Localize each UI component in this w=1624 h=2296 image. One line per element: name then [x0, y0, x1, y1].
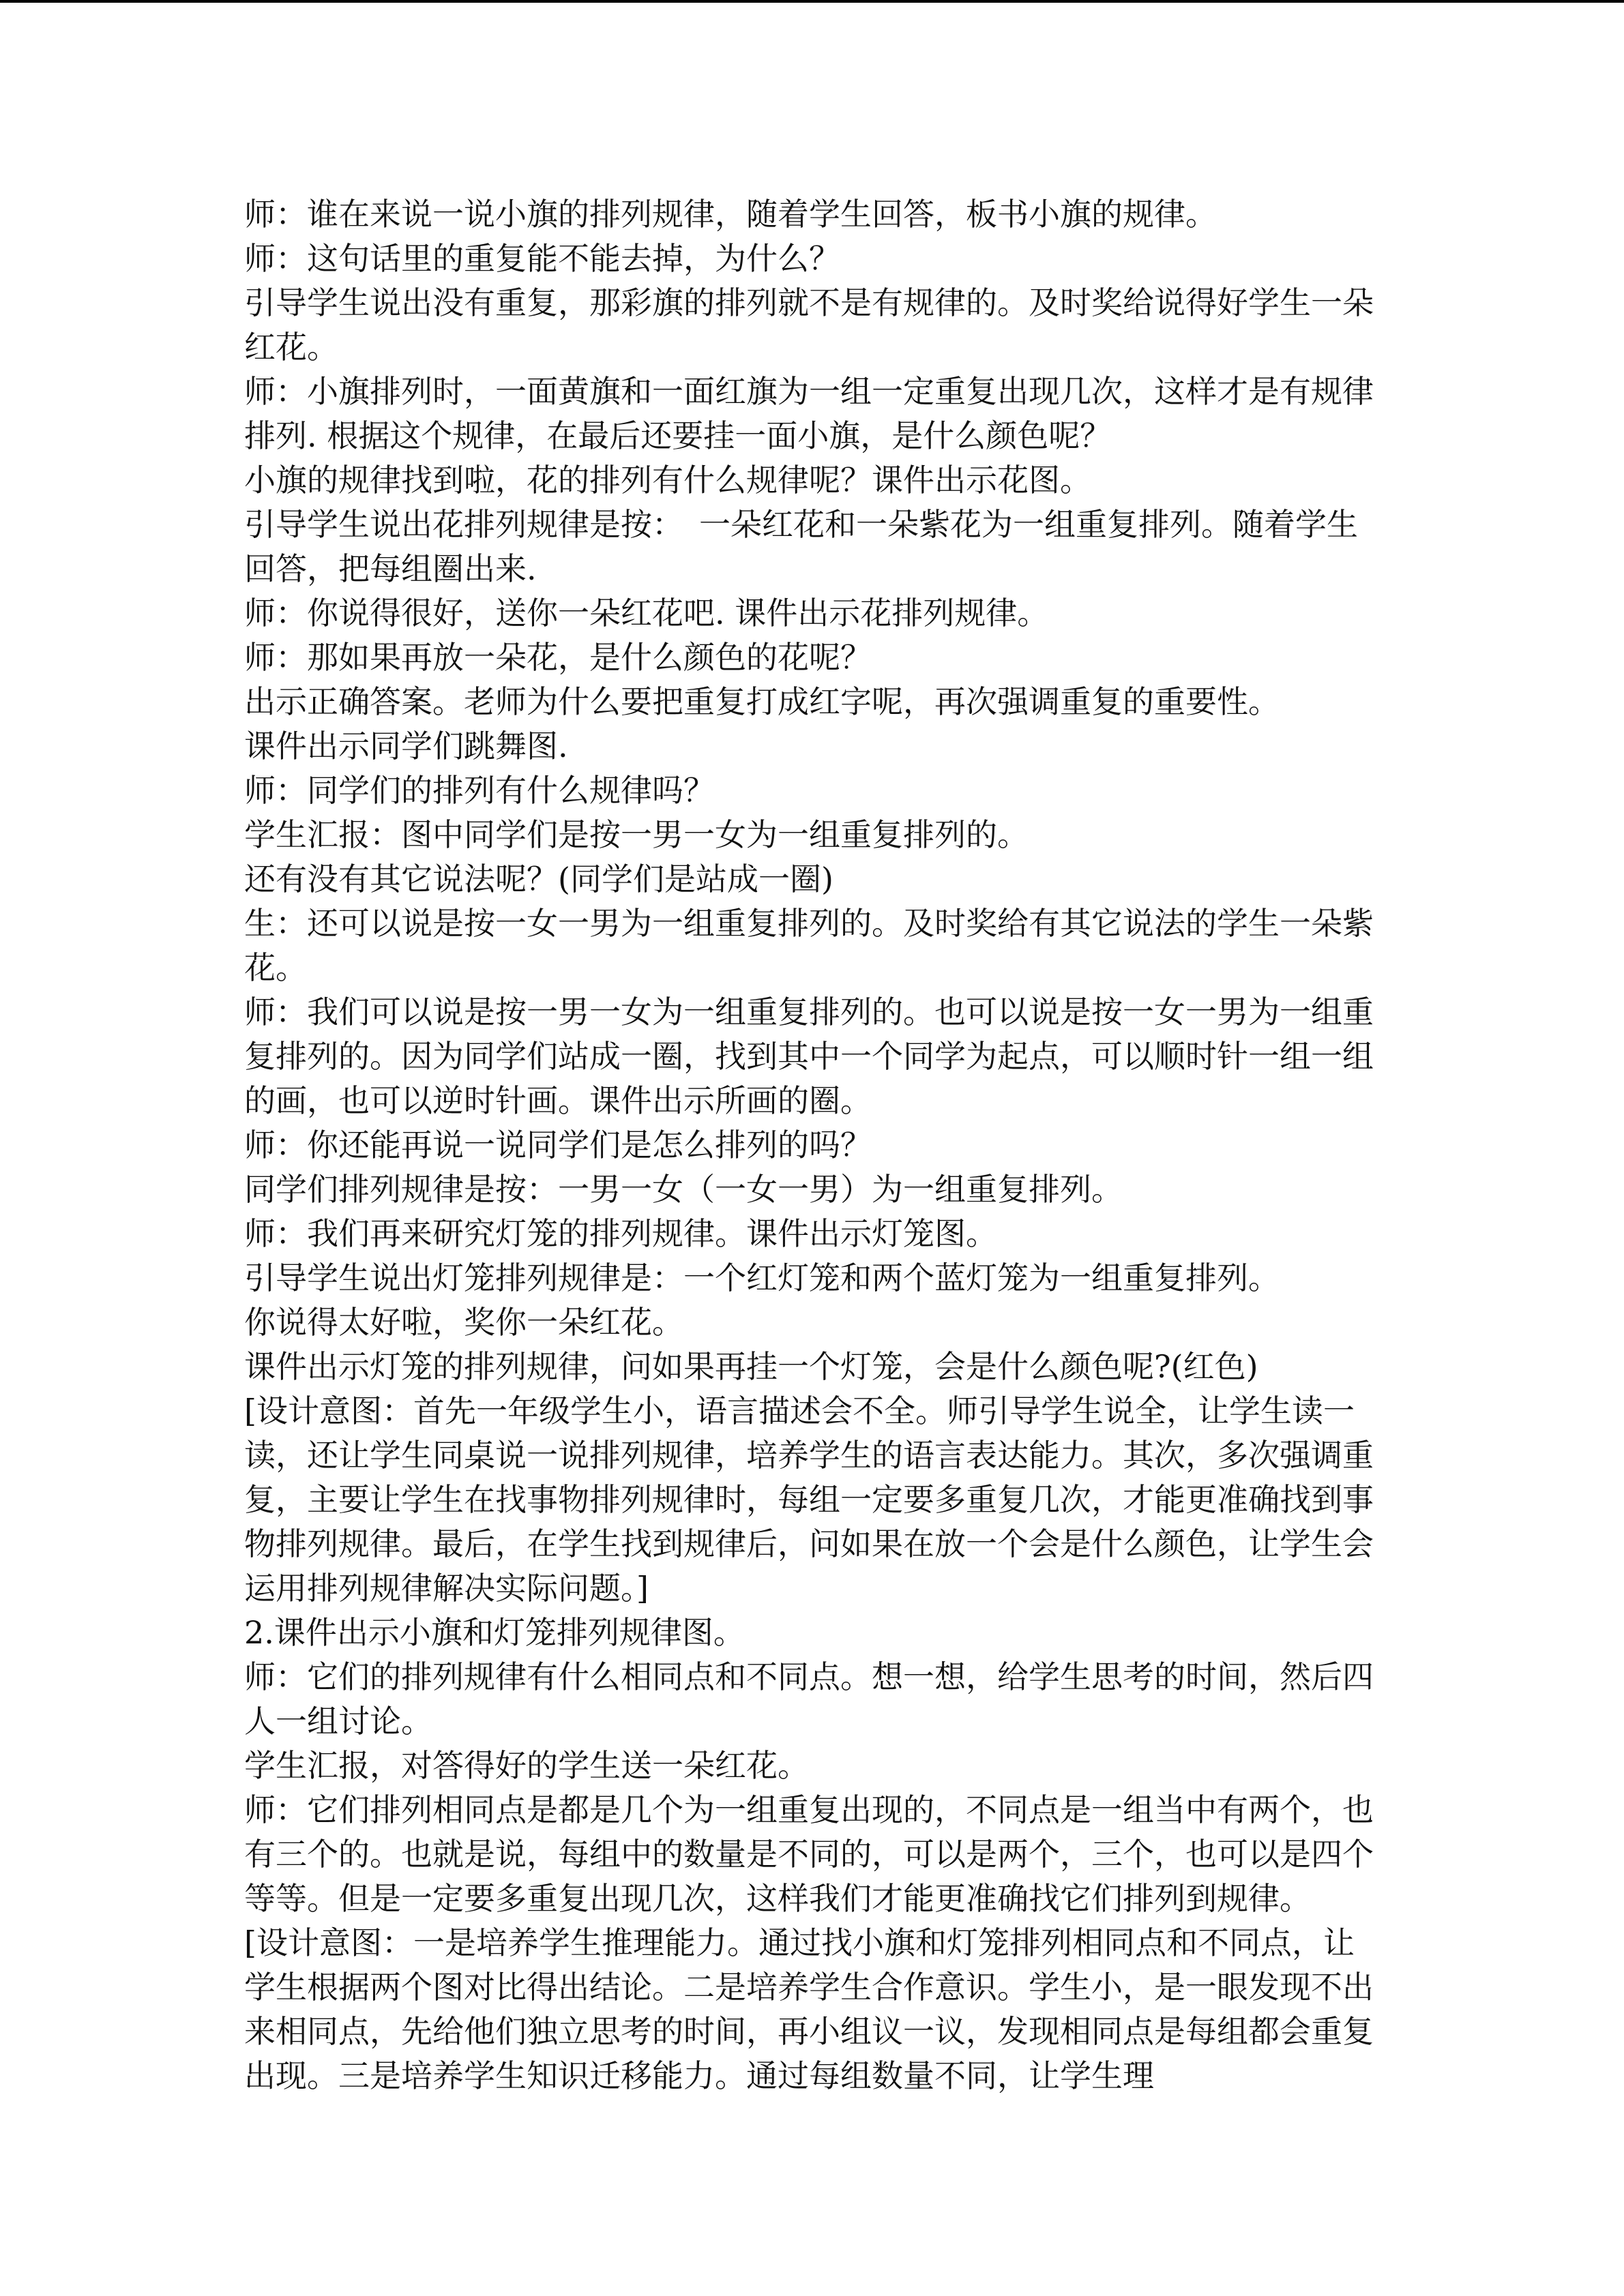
paragraph: 师：你还能再说一说同学们是怎么排列的吗？ [244, 1127, 872, 1163]
paragraph: 引导学生说出灯笼排列规律是：一个红灯笼和两个蓝灯笼为一组重复排列。 [244, 1259, 1280, 1296]
paragraph: 引导学生说出没有重复，那彩旗的排列就不是有规律的。及时奖给说得好学生一朵红花。 [244, 284, 1374, 366]
paragraph: 师：小旗排列时，一面黄旗和一面红旗为一组一定重复出现几次，这样才是有规律排列. 根据这个规律，在最后还要挂一面小旗，是什么颜色呢？ [244, 373, 1374, 454]
paragraph: 师：这句话里的重复能不能去掉，为什么？ [244, 240, 840, 277]
paragraph: 学生汇报：图中同学们是按一男一女为一组重复排列的。 [244, 816, 1029, 853]
paragraph: 同学们排列规律是按：一男一女（一女一男）为一组重复排列。 [244, 1171, 1123, 1208]
paragraph: 引导学生说出花排列规律是按： 一朵红花和一朵紫花为一组重复排列。随着学生回答，把每组圈出来. [244, 506, 1358, 587]
paragraph: [设计意图：首先一年级学生小，语言描述会不全。师引导学生说全，让学生读一读，还让学生同桌说一说排列规律，培养学生的语言表达能力。其次，多次强调重复，主要让学生在找事物排列规律时，每组一定要多重复几次，才能更准确找到事物排列规律。最后，在学生找到规律后，问如果在放一个会是什么颜色，让学生会运用排列规律解决实际问题。] [244, 1392, 1374, 1607]
paragraph: 小旗的规律找到啦，花的排列有什么规律呢？课件出示花图。 [244, 462, 1091, 498]
paragraph: 师：我们可以说是按一男一女为一组重复排列的。也可以说是按一女一男为一组重复排列的。因为同学们站成一圈，找到其中一个同学为起点，可以顺时针一组一组的画，也可以逆时针画。课件出示所画的圈。 [244, 994, 1374, 1119]
paragraph: 师：它们排列相同点是都是几个为一组重复出现的，不同点是一组当中有两个，也有三个的。也就是说，每组中的数量是不同的，可以是两个，三个，也可以是四个等等。但是一定要多重复出现几次，这样我们才能更准确找它们排列到规律。 [244, 1791, 1374, 1917]
paragraph: 师：它们的排列规律有什么相同点和不同点。想一想，给学生思考的时间，然后四人一组讨论。 [244, 1658, 1374, 1740]
paragraph: 师：你说得很好，送你一朵红花吧. 课件出示花排列规律。 [244, 595, 1049, 631]
paragraph: 师：同学们的排列有什么规律吗？ [244, 772, 715, 809]
paragraph: [设计意图：一是培养学生推理能力。通过找小旗和灯笼排列相同点和不同点，让学生根据两个图对比得出结论。二是培养学生合作意识。学生小，是一眼发现不出来相同点，先给他们独立思考的时间，再小组议一议，发现相同点是每组都会重复出现。三是培养学生知识迁移能力。通过每组数量不同，让学生理 [244, 1924, 1374, 2094]
document-body [244, 192, 1383, 2098]
paragraph: 2.课件出示小旗和灯笼排列规律图。 [244, 1614, 745, 1651]
paragraph: 师：那如果再放一朵花，是什么颜色的花呢？ [244, 639, 872, 676]
paragraph: 师：我们再来研究灯笼的排列规律。课件出示灯笼图。 [244, 1215, 997, 1252]
paragraph: 课件出示灯笼的排列规律，问如果再挂一个灯笼，会是什么颜色呢?(红色) [244, 1348, 1258, 1385]
paragraph: 出示正确答案。老师为什么要把重复打成红字呢，再次强调重复的重要性。 [244, 683, 1280, 720]
paragraph: 生：还可以说是按一女一男为一组重复排列的。及时奖给有其它说法的学生一朵紫花。 [244, 905, 1374, 986]
paragraph: 还有没有其它说法呢？(同学们是站成一圈) [244, 861, 833, 897]
paragraph: 你说得太好啦，奖你一朵红花。 [244, 1304, 683, 1341]
paragraph: 课件出示同学们跳舞图. [244, 728, 568, 764]
paragraph: 学生汇报，对答得好的学生送一朵红花。 [244, 1747, 809, 1784]
paragraph: 师：谁在来说一说小旗的排列规律，随着学生回答，板书小旗的规律。 [244, 196, 1217, 233]
top-border-line [0, 0, 1624, 3]
